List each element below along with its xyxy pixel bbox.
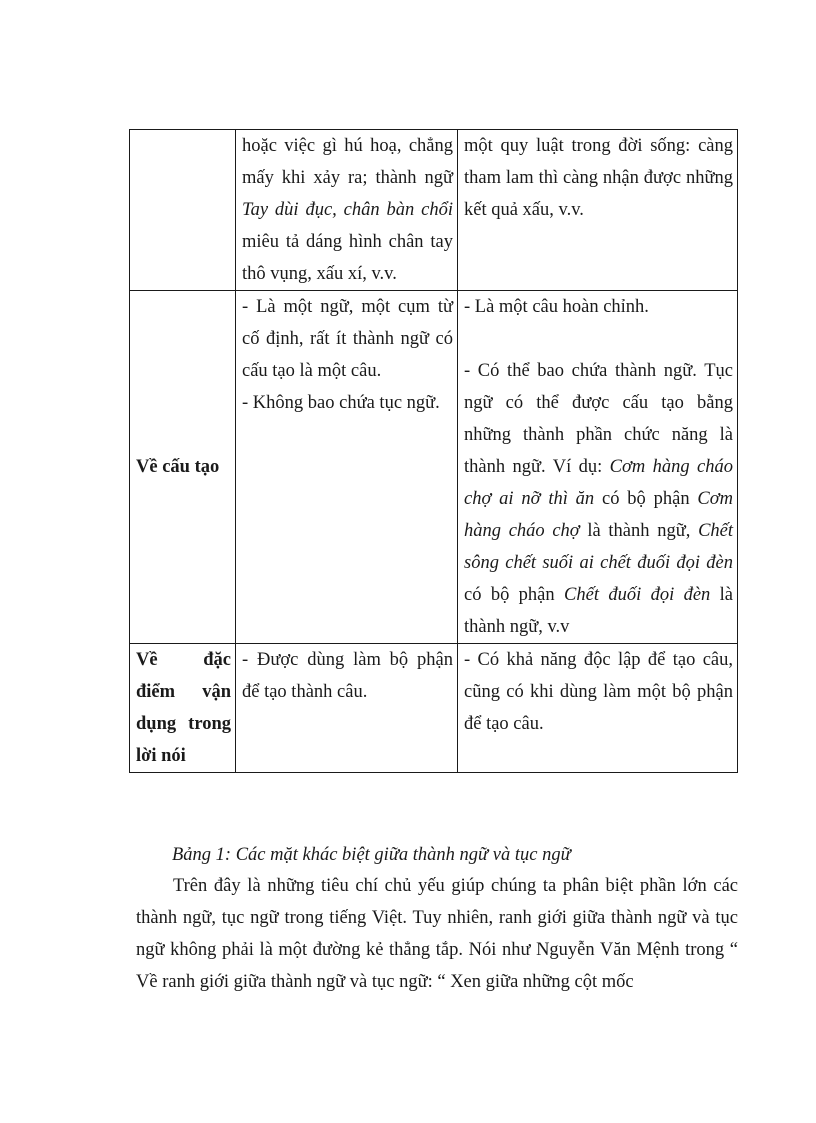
- proverb-text: - Có thể bao chứa thành ngữ. Tục ngữ có thể được cấu tạo bằng những thành phần chức năng là thành ngữ. Ví dụ:: [464, 361, 733, 477]
- idiom-cell: [236, 644, 458, 773]
- proverb-text: một quy luật trong đời sống: càng tham lam thì càng nhận được những kết quả xấu, v.v.: [464, 136, 733, 220]
- proverb-cell: [458, 130, 738, 291]
- spacer: [464, 323, 733, 355]
- comparison-table: [129, 129, 738, 773]
- proverb-text: là thành ngữ,: [579, 521, 699, 541]
- row-header-empty: [130, 130, 236, 291]
- idiom-text: - Được dùng làm bộ phận để tạo thành câu.: [242, 650, 453, 702]
- proverb-text: là thành ngữ, v.v: [464, 585, 733, 637]
- proverb-text: - Có khả năng độc lập để tạo câu, cũng có khi dùng làm một bộ phận để tạo câu.: [464, 650, 733, 734]
- proverb-example: Chết sông chết suối ai chết đuối đọi đèn: [464, 521, 734, 573]
- proverb-example: Chết đuối đọi đèn: [564, 585, 711, 605]
- row-header-label: Về cấu tạo: [136, 457, 220, 477]
- table-row: [130, 130, 738, 291]
- body-paragraph: Trên đây là những tiêu chí chủ yếu giúp chúng ta phân biệt phần lớn các thành ngữ, tục ngữ trong tiếng Việt. Tuy nhiên, ranh giới giữa thành ngữ và tục ngữ không phải là một đường kẻ thẳng tắp. Nói như Nguyễn Văn Mệnh trong “ Về ranh giới giữa thành ngữ và tục ngữ: “ Xen giữa những cột mốc: [136, 876, 738, 992]
- proverb-example: Cơm hàng cháo chợ ai nỡ thì ăn: [464, 457, 733, 509]
- idiom-text: - Là một ngữ, một cụm từ cố định, rất ít thành ngữ có cấu tạo là một câu.: [242, 297, 453, 381]
- proverb-text: có bộ phận: [594, 489, 698, 509]
- proverb-cell: [458, 291, 738, 644]
- row-header-usage: [130, 644, 236, 773]
- row-header-label: Về đặc điểm vận dụng trong lời nói: [136, 650, 231, 766]
- idiom-text: - Không bao chứa tục ngữ.: [242, 393, 440, 413]
- table-row: [130, 291, 738, 644]
- proverb-example: Cơm hàng cháo chợ: [464, 489, 733, 541]
- proverb-text: - Là một câu hoàn chỉnh.: [464, 297, 649, 317]
- table-caption: Bảng 1: Các mặt khác biệt giữa thành ngữ và tục ngữ: [172, 845, 571, 865]
- proverb-text-block: [464, 355, 733, 643]
- idiom-example: Tay dùi đục, chân bàn chổi: [242, 200, 453, 220]
- row-header-structure: [130, 291, 236, 644]
- idiom-cell: [236, 291, 458, 644]
- table-row: [130, 644, 738, 773]
- idiom-text: miêu tả dáng hình chân tay thô vụng, xấu xí, v.v.: [242, 232, 453, 284]
- idiom-text: hoặc việc gì hú hoạ, chẳng mấy khi xảy ra; thành ngữ: [242, 136, 453, 188]
- idiom-cell: [236, 130, 458, 291]
- proverb-cell: [458, 644, 738, 773]
- proverb-text: có bộ phận: [464, 585, 565, 605]
